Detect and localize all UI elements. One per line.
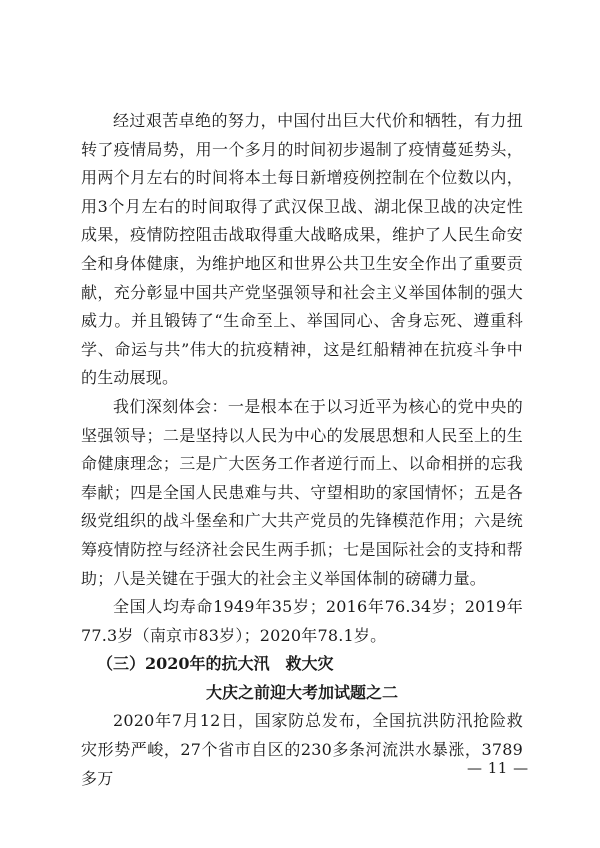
page-number: — 11 —	[467, 759, 529, 777]
subheading-flood-relief: （三）2020年的抗大汛 救大灾	[97, 654, 334, 674]
paragraph-epidemic-achievements: 经过艰苦卓绝的努力，中国付出巨大代价和牺牲，有力扭转了疫情局势，用一个多月的时间初步遏制了疫情蔓延势头，用两个月左右的时间将本土每日新增疫例控制在个位数以内，用3个月左右的时间取得了武汉保卫战、湖北保卫战的决定性成果，疫情防控阻击战取得重大战略成果，维护了人民生命安全和身体健康，为维护地区和世界公共卫生安全作出了重要贡献，充分彰显中国共产党坚强领导和社会主义举国体制的强大威力。并且锻铸了“生命至上、举国同心、舍身忘死、遵重科学、命运与共”伟大的抗疫精神，这是红船精神在抗疫斗争中的生动展现。	[81, 111, 523, 388]
paragraph-lessons-learned: 我们深刻体会：一是根本在于以习近平为核心的党中央的坚强领导；二是坚持以人民为中心的发展思想和人民至上的生命健康理念；三是广大医务工作者逆行而上、以命相拼的忘我奉献；四是全国人民患难与共、守望相助的家国情怀；五是各级党组织的战斗堡垒和广大共产党员的先锋模范作用；六是统筹疫情防控与经济社会民生两手抓；七是国际社会的支持和帮助；八是关键在于强大的社会主义举国体制的磅礴力量。	[81, 396, 523, 588]
section-title: 大庆之前迎大考加试题之二	[205, 682, 398, 702]
paragraph-flood-announcement: 2020年7月12日，国家防总发布，全国抗洪防汛抢险救灾形势严峻，27个省市自区的230多条河流洪水暴涨，3789多万	[81, 711, 523, 788]
document-body	[81, 107, 523, 793]
paragraph-life-expectancy: 全国人均寿命1949年35岁；2016年76.34岁；2019年77.3岁（南京市83岁）；2020年78.1岁。	[81, 597, 523, 645]
